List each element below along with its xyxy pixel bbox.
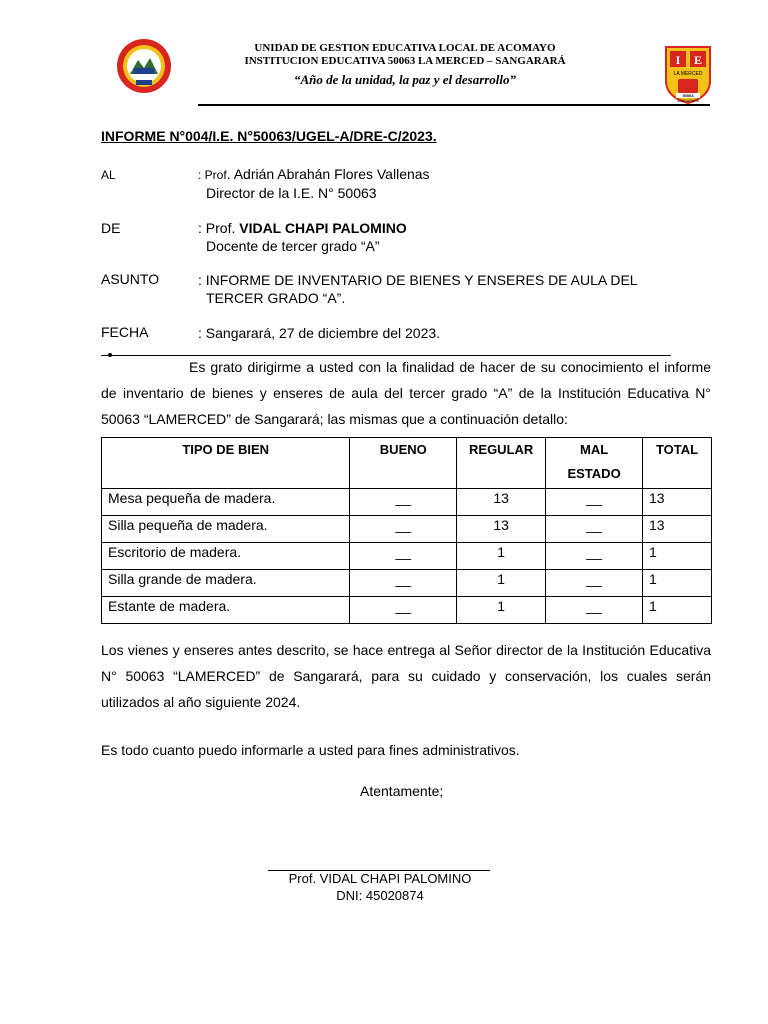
cell-mal: __	[546, 597, 643, 624]
de-role: Docente de tercer grado “A”	[206, 238, 380, 254]
cell-mal: __	[546, 543, 643, 570]
table-row	[102, 570, 712, 597]
signature-name: Prof. VIDAL CHAPI PALOMINO	[288, 871, 472, 886]
school-shield-icon	[664, 45, 712, 105]
cell-total: 13	[643, 489, 712, 516]
intro-paragraph: Es grato dirigirme a usted con la finalidad de hacer de su conocimiento el informe de inventario de bienes y enseres de aula del tercer grado “A” de la Institución Educativa N° 50063 “LAMERCED” de Sangarará; las mismas que a continuación detallo:	[101, 359, 711, 427]
fecha-label: FECHA	[101, 324, 149, 340]
asunto-line1: : INFORME DE INVENTARIO DE BIENES Y ENSERES DE AULA DEL	[198, 272, 638, 288]
ugel-logo-icon	[116, 38, 172, 94]
col-mal-estado	[546, 438, 643, 489]
cell-regular: 1	[457, 570, 546, 597]
cell-total: 1	[643, 570, 712, 597]
letterhead-ugel: UNIDAD DE GESTION EDUCATIVA LOCAL DE ACOMAYO	[254, 42, 556, 54]
letterhead-motto: “Año de la unidad, la paz y el desarrollo”	[293, 72, 517, 87]
col-mal-line2: ESTADO	[567, 466, 621, 481]
closing-paragraph: Es todo cuanto puedo informarle a usted para fines administrativos.	[101, 742, 520, 758]
col-total: TOTAL	[643, 438, 712, 489]
letterhead-school: INSTITUCION EDUCATIVA 50063 LA MERCED – SANGARARÁ	[244, 55, 566, 67]
cell-total: 13	[643, 516, 712, 543]
cell-mal: __	[546, 570, 643, 597]
col-bueno: BUENO	[350, 438, 457, 489]
cell-bueno: __	[350, 489, 457, 516]
cell-bueno: __	[350, 597, 457, 624]
cell-bueno: __	[350, 516, 457, 543]
de-prefix: : Prof.	[198, 220, 240, 236]
cell-item: Silla grande de madera.	[102, 570, 350, 597]
de-name: VIDAL CHAPI PALOMINO	[239, 220, 407, 236]
cell-item: Estante de madera.	[102, 597, 350, 624]
asunto-line2: TERCER GRADO “A”.	[206, 290, 346, 306]
asunto-label: ASUNTO	[101, 271, 160, 287]
cell-bueno: __	[350, 570, 457, 597]
al-label: AL	[101, 168, 116, 182]
closing-salutation: Atentamente;	[360, 783, 444, 799]
letterhead-rule	[198, 104, 710, 106]
inventory-table	[101, 437, 712, 624]
al-role: Director de la I.E. N° 50063	[206, 185, 377, 201]
table-row	[102, 489, 712, 516]
delivery-paragraph: Los vienes y enseres antes descrito, se hace entrega al Señor director de la Institución Educativa N° 50063 “LAMERCED” de Sangarará, para su cuidado y conservación, los cuales serán utilizados al año siguiente 2024.	[101, 642, 711, 710]
cell-regular: 13	[457, 489, 546, 516]
de-value	[198, 219, 407, 255]
col-regular: REGULAR	[457, 438, 546, 489]
col-tipo: TIPO DE BIEN	[102, 438, 350, 489]
shield-letter-e: E	[693, 53, 703, 67]
cell-item: Silla pequeña de madera.	[102, 516, 350, 543]
asunto-value	[198, 271, 638, 307]
cell-total: 1	[643, 597, 712, 624]
table-header-row	[102, 438, 712, 489]
al-prefix: : Prof	[198, 168, 227, 182]
al-name: . Adrián Abrahán Flores Vallenas	[226, 166, 430, 182]
table-row	[102, 516, 712, 543]
shield-number: 50063	[682, 93, 694, 98]
cell-regular: 13	[457, 516, 546, 543]
letterhead	[190, 42, 620, 88]
cell-regular: 1	[457, 597, 546, 624]
signature-dni: DNI: 45020874	[336, 888, 424, 903]
shield-town: SANGARARA	[677, 99, 699, 103]
shield-letter-i: I	[675, 53, 681, 67]
col-mal-line1: MAL	[579, 442, 609, 457]
cell-bueno: __	[350, 543, 457, 570]
fecha-value: : Sangarará, 27 de diciembre del 2023.	[198, 325, 441, 341]
cell-item: Escritorio de madera.	[102, 543, 350, 570]
table-row	[102, 543, 712, 570]
cell-mal: __	[546, 516, 643, 543]
al-value	[198, 165, 430, 202]
report-title: INFORME N°004/I.E. N°50063/UGEL-A/DRE-C/2023.	[101, 128, 437, 144]
de-label: DE	[101, 220, 121, 236]
table-row	[102, 597, 712, 624]
cell-regular: 1	[457, 543, 546, 570]
shield-school-name: LA MERCED	[673, 71, 703, 77]
cell-item: Mesa pequeña de madera.	[102, 489, 350, 516]
cell-mal: __	[546, 489, 643, 516]
cell-total: 1	[643, 543, 712, 570]
